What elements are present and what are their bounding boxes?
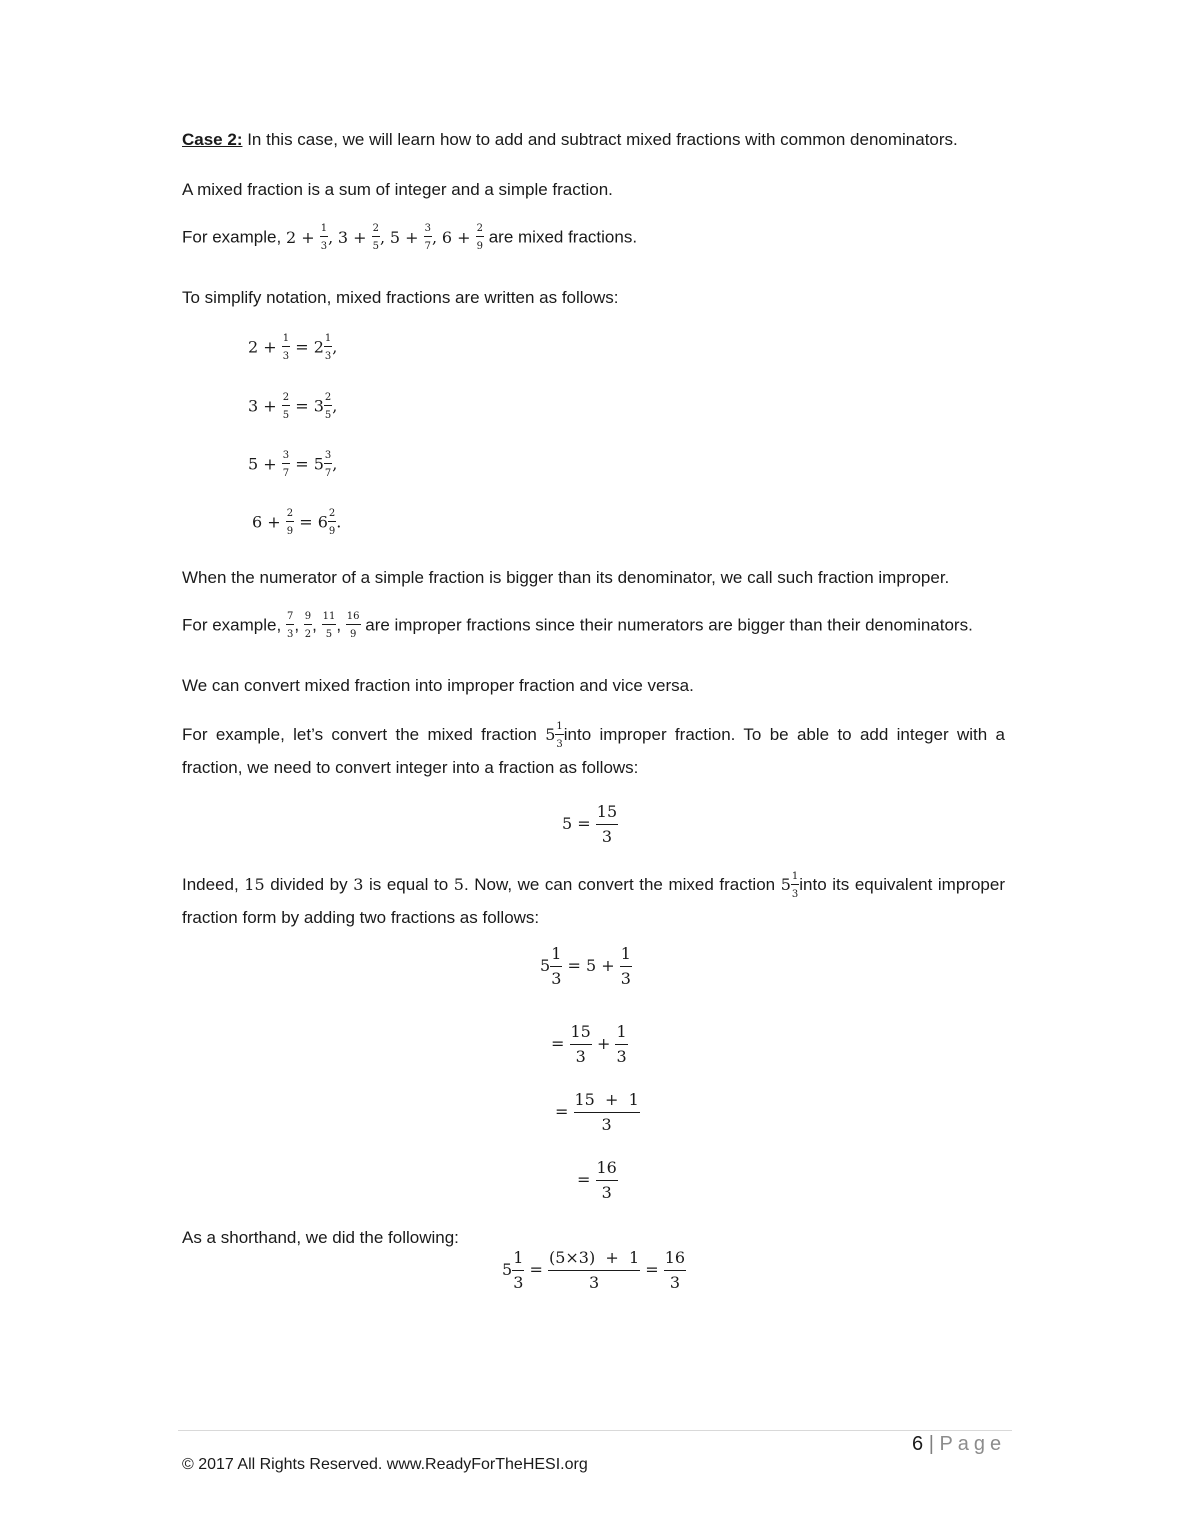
notation-row: 2 + $\frac{1}{3}$ = 2 $\frac{1}{3}$ , [248, 333, 338, 362]
fraction: $\frac{1}{3}$ [616, 1022, 627, 1066]
fraction: $\frac{(5\times 3) + 1}{3}$ [548, 1248, 640, 1292]
notation-row: 6 + $\frac{2}{9}$ = 6 $\frac{2}{9}$ . [252, 508, 342, 537]
fraction: $\frac{2}{5}$ [372, 223, 380, 252]
improper-example: For example, $\frac{7}{3}$ , $\frac{9}{2}$ , $\frac{11}{5}$ , $\frac{16}{9}$ are improper fractions since their numerators are bigger than their denominators. [182, 611, 973, 640]
case-intro-text: In this case, we will learn how to add and subtract mixed fractions with common denominators. [242, 130, 958, 149]
example-tail: are mixed fractions. [488, 227, 638, 247]
fraction: $\frac{3}{7}$ [424, 223, 432, 252]
fraction: $\frac{1}{3}$ [282, 333, 290, 362]
fraction: $\frac{1}{3}$ [551, 944, 562, 988]
indeed-paragraph: Indeed, 15 divided by 3 is equal to 5. Now, we can convert the mixed fraction 5 $\frac{1}{3}$ into its equivalent improper fraction form by adding two fractions as follows: [182, 870, 1005, 927]
fraction: $\frac{2}{5}$ [324, 392, 332, 421]
fraction: $\frac{9}{2}$ [304, 611, 312, 640]
fraction: $\frac{1}{3}$ [556, 720, 563, 750]
fraction: $\frac{16}{9}$ [346, 611, 360, 640]
fraction: $\frac{1}{3}$ [791, 870, 799, 900]
notation-intro: To simplify notation, mixed fractions are written as follows: [182, 288, 619, 307]
case-label: Case 2: [182, 130, 243, 149]
mixed-example [182, 224, 637, 252]
fraction: $\frac{11}{5}$ [322, 611, 336, 640]
fraction: $\frac{15}{3}$ [570, 1022, 591, 1066]
fraction: $\frac{15}{3}$ [596, 802, 618, 846]
fraction: $\frac{7}{3}$ [286, 611, 294, 640]
improper-definition: When the numerator of a simple fraction is bigger than its denominator, we call such fraction improper. [182, 568, 950, 587]
page-number: 6 | Page [912, 1433, 1007, 1455]
fraction: $\frac{2}{9}$ [286, 508, 294, 537]
notation-row: 3 + $\frac{2}{5}$ = 3 $\frac{2}{5}$ , [248, 392, 338, 421]
derivation-row-2: = $\frac{15}{3}$ + $\frac{1}{3}$ [551, 1022, 627, 1066]
copyright-notice: © 2017 All Rights Reserved. www.ReadyForTheHESI.org [182, 1456, 588, 1473]
fraction: $\frac{16}{3}$ [664, 1248, 686, 1292]
mixed-sum-4: 6 + $\frac{2}{9}$ [441, 223, 483, 252]
convert-example: For example, let’s convert the mixed fraction 5 $\frac{1}{3}$ into improper fraction. To be able to add integer with a fraction, we need to convert integer into a fraction as follows: [182, 720, 1005, 777]
fraction: $\frac{1}{3}$ [513, 1248, 524, 1292]
fraction: $\frac{3}{7}$ [282, 450, 290, 479]
shorthand-text: As a shorthand, we did the following: [182, 1228, 459, 1247]
convert-intro: We can convert mixed fraction into improper fraction and vice versa. [182, 676, 694, 695]
shorthand-equation: 5 $\frac{1}{3}$ = $\frac{(5\times 3) + 1}{3}$ = $\frac{16}{3}$ [502, 1248, 686, 1292]
derivation-row-3: = $\frac{15 + 1}{3}$ [555, 1090, 639, 1134]
fraction: $\frac{2}{9}$ [476, 223, 483, 252]
fraction: $\frac{1}{3}$ [324, 333, 332, 362]
derivation-row-1: 5 $\frac{1}{3}$ = 5 + $\frac{1}{3}$ [540, 944, 631, 988]
fraction: $\frac{1}{3}$ [320, 223, 328, 252]
equation-five: 5 = $\frac{15}{3}$ [562, 802, 618, 846]
fraction: $\frac{1}{3}$ [620, 944, 631, 988]
mixed-sum-3: 5 + $\frac{3}{7}$ , [389, 223, 438, 252]
fraction: $\frac{2}{5}$ [282, 392, 290, 421]
footer-divider [178, 1430, 1012, 1431]
fraction: $\frac{16}{3}$ [596, 1158, 617, 1202]
derivation-row-4: = $\frac{16}{3}$ [577, 1158, 617, 1202]
mixed-sum-1: 2 + $\frac{1}{3}$ , [285, 223, 334, 252]
case-intro [182, 130, 958, 150]
example-lead: For example, [182, 227, 286, 247]
fraction: $\frac{15 + 1}{3}$ [574, 1090, 639, 1134]
mixed-definition: A mixed fraction is a sum of integer and a simple fraction. [182, 180, 613, 199]
notation-row: 5 + $\frac{3}{7}$ = 5 $\frac{3}{7}$ , [248, 450, 338, 479]
mixed-sum-2: 3 + $\frac{2}{5}$ , [337, 223, 386, 252]
fraction: $\frac{3}{7}$ [324, 450, 332, 479]
fraction: $\frac{2}{9}$ [328, 508, 336, 537]
